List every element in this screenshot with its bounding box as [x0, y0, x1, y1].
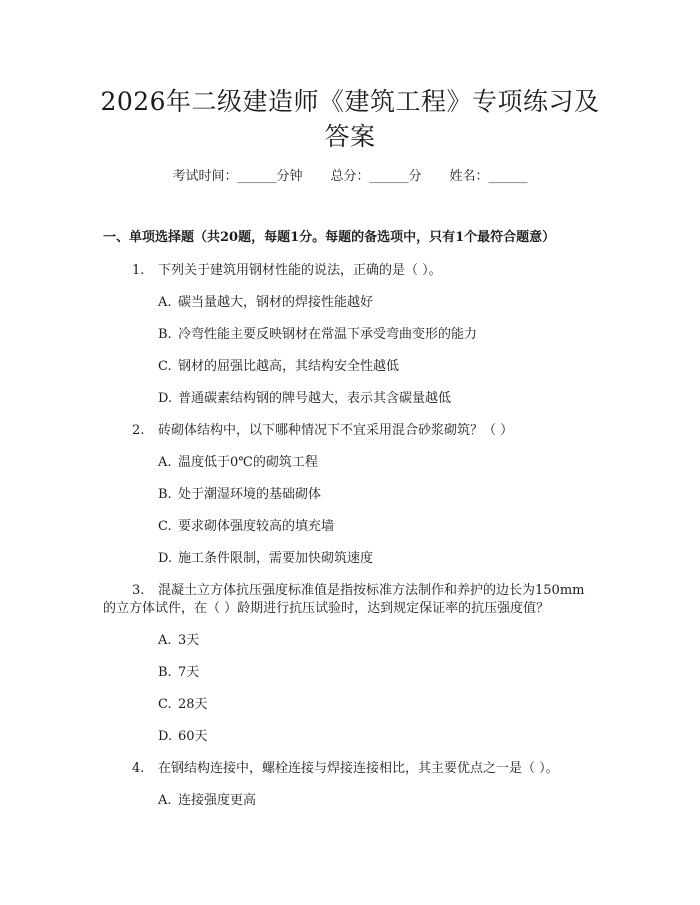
question-number: 3. [132, 583, 145, 598]
total-score: 总分：______分 [330, 169, 422, 184]
option-label: D. [158, 551, 173, 566]
question-2-option-c [158, 518, 334, 536]
exam-time: 考试时间：______分钟 [172, 169, 303, 184]
question-2-option-b [158, 486, 321, 504]
option-text: 要求砌体强度较高的填充墙 [178, 519, 335, 534]
question-text: 砖砌体结构中，以下哪种情况下不宜采用混合砂浆砌筑？（ ） [158, 423, 514, 438]
candidate-name: 姓名：______ [449, 169, 528, 184]
question-3-option-b [158, 664, 199, 682]
question-1-option-d [158, 390, 451, 408]
option-text: 28天 [178, 697, 208, 712]
question-4 [132, 760, 559, 778]
question-number: 1. [132, 263, 145, 278]
question-3 [132, 582, 584, 600]
option-label: A. [158, 295, 172, 310]
option-label: B. [158, 327, 172, 342]
question-3-option-c [158, 696, 208, 714]
question-number: 4. [132, 761, 145, 776]
option-text: 7天 [178, 665, 200, 680]
option-text: 60天 [178, 729, 208, 744]
question-3-option-d [158, 728, 208, 746]
question-1-option-b [158, 326, 477, 344]
option-text: 普通碳素结构钢的牌号越大，表示其含碳量越低 [178, 391, 452, 406]
question-3-option-a [158, 632, 199, 650]
question-text: 混凝土立方体抗压强度标准值是指按标准方法制作和养护的边长为150mm [158, 583, 585, 598]
question-1 [132, 262, 442, 280]
question-2 [132, 422, 513, 440]
question-1-option-a [158, 294, 373, 312]
question-number: 2. [132, 423, 145, 438]
option-label: D. [158, 729, 173, 744]
option-label: B. [158, 665, 172, 680]
option-text: 钢材的屈强比越高，其结构安全性越低 [178, 359, 400, 374]
option-label: D. [158, 391, 173, 406]
question-text: 在钢结构连接中，螺栓连接与焊接连接相比，其主要优点之一是（ ）。 [158, 761, 559, 776]
document-title-line1: 2026年二级建造师《建筑工程》专项练习及 [100, 87, 600, 116]
question-3-continuation: 的立方体试件，在（ ）龄期进行抗压试验时，达到规定保证率的抗压强度值？ [103, 601, 550, 616]
question-2-option-d [158, 550, 373, 568]
question-1-option-c [158, 358, 399, 376]
option-label: A. [158, 455, 172, 470]
option-text: 连接强度更高 [178, 793, 257, 808]
option-label: C. [158, 697, 172, 712]
section-heading: 一、单项选择题（共20题，每题1分。每题的备选项中，只有1个最符合题意） [103, 230, 556, 245]
option-text: 温度低于0℃的砌筑工程 [178, 455, 318, 470]
question-4-option-a [158, 792, 256, 810]
option-text: 冷弯性能主要反映钢材在常温下承受弯曲变形的能力 [178, 327, 478, 342]
document-title-line2: 答案 [324, 122, 376, 151]
question-2-option-a [158, 454, 318, 472]
option-label: A. [158, 793, 172, 808]
option-text: 碳当量越大，钢材的焊接性能越好 [178, 295, 374, 310]
option-text: 处于潮湿环境的基础砌体 [178, 487, 322, 502]
question-text: 下列关于建筑用钢材性能的说法，正确的是（ ）。 [158, 263, 442, 278]
option-label: B. [158, 487, 172, 502]
option-text: 施工条件限制，需要加快砌筑速度 [178, 551, 374, 566]
option-label: C. [158, 519, 172, 534]
option-label: A. [158, 633, 172, 648]
option-text: 3天 [178, 633, 200, 648]
exam-meta [0, 168, 700, 186]
option-label: C. [158, 359, 172, 374]
